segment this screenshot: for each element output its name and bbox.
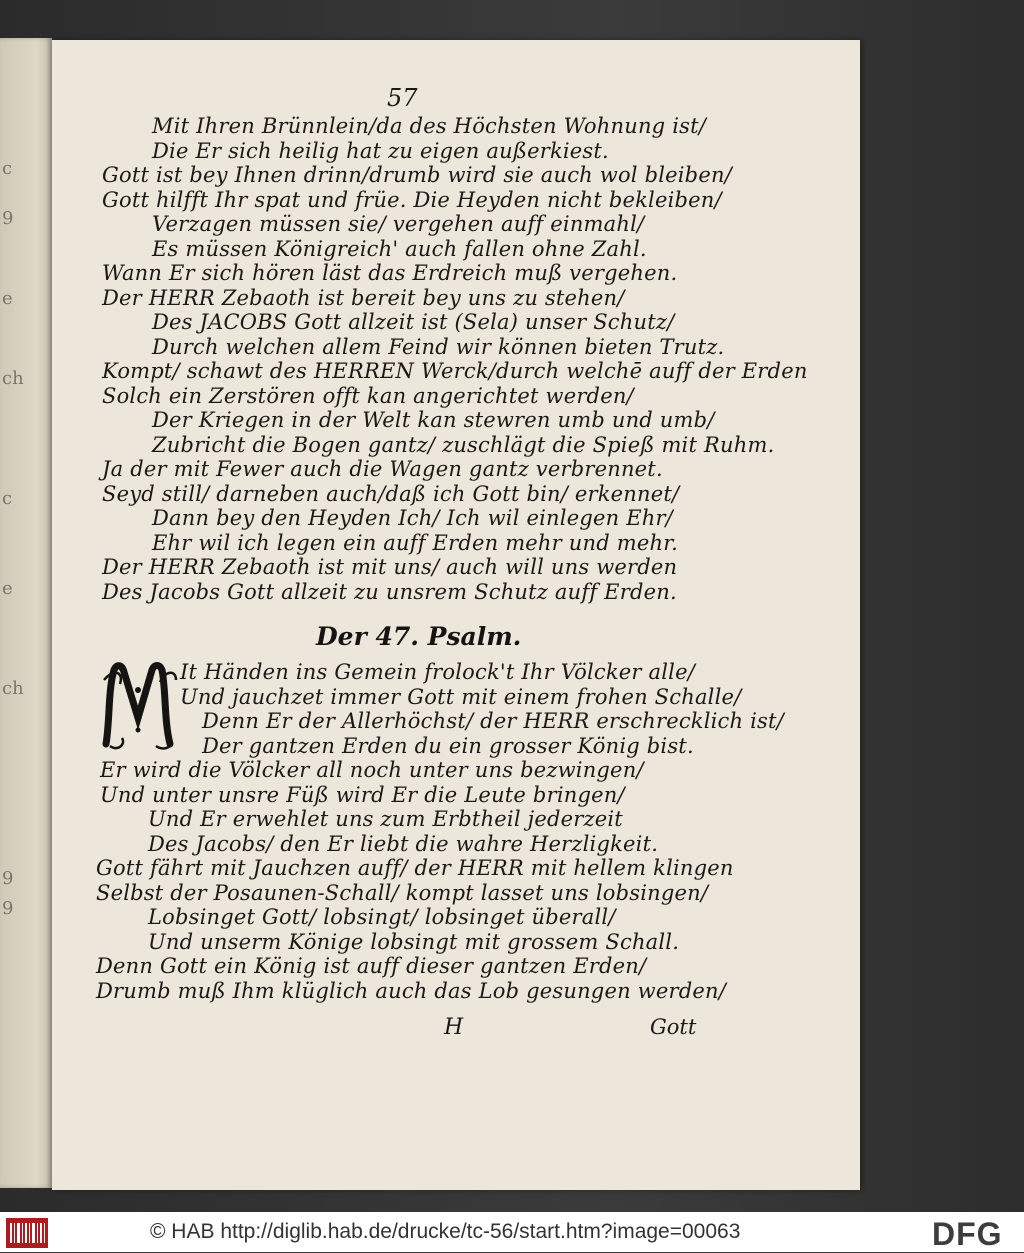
footer-bar bbox=[0, 1212, 1024, 1252]
verse-line: Wann Er sich hören läst das Erdreich muß vergehen. bbox=[102, 261, 678, 285]
verse-line: Der HERR Zebaoth ist mit uns/ auch will uns werden bbox=[102, 555, 678, 579]
previous-page-edge: c 9 e ch c e ch 9 9 bbox=[0, 38, 52, 1188]
psalm-heading: Der 47. Psalm. bbox=[316, 622, 522, 651]
page-number: 57 bbox=[387, 84, 418, 112]
verse-line: Gott ist bey Ihnen drinn/drumb wird sie auch wol bleiben/ bbox=[102, 163, 732, 187]
signature-mark: H bbox=[444, 1015, 464, 1040]
source-link[interactable]: © HAB http://diglib.hab.de/drucke/tc-56/start.htm?image=00063 bbox=[150, 1220, 741, 1243]
barcode-icon bbox=[6, 1218, 48, 1248]
verse-line: Es müssen Königreich' auch fallen ohne Zahl. bbox=[152, 237, 647, 261]
verse-line: Ehr wil ich legen ein auff Erden mehr und mehr. bbox=[152, 531, 679, 555]
verse-line: Durch welchen allem Feind wir können bieten Trutz. bbox=[152, 335, 725, 359]
psalm-line: Lobsinget Gott/ lobsingt/ lobsinget überall/ bbox=[148, 905, 616, 929]
decorated-initial bbox=[100, 660, 180, 752]
book-page bbox=[52, 40, 860, 1190]
verse-line: Solch ein Zerstören offt kan angerichtet werden/ bbox=[102, 384, 634, 408]
verse-line: Kompt/ schawt des HERREN Werck/durch welchē auff der Erden bbox=[102, 359, 808, 383]
verse-line: Des Jacobs Gott allzeit zu unsrem Schutz auff Erden. bbox=[102, 580, 677, 604]
psalm-line: Der gantzen Erden du ein grosser König bist. bbox=[202, 734, 694, 758]
psalm-line: Denn Gott ein König ist auff dieser gantzen Erden/ bbox=[96, 954, 647, 978]
verse-line: Mit Ihren Brünnlein/da des Höchsten Wohnung ist/ bbox=[152, 114, 707, 138]
verse-line: Der Kriegen in der Welt kan stewren umb und umb/ bbox=[152, 408, 715, 432]
verse-line: Der HERR Zebaoth ist bereit bey uns zu stehen/ bbox=[102, 286, 625, 310]
psalm-line: Und unserm Könige lobsingt mit grossem Schall. bbox=[148, 930, 680, 954]
verse-line: Des JACOBS Gott allzeit ist (Sela) unser Schutz/ bbox=[152, 310, 675, 334]
psalm-line: Des Jacobs/ den Er liebt die wahre Herzligkeit. bbox=[148, 832, 659, 856]
verse-line: Verzagen müssen sie/ vergehen auff einmahl/ bbox=[152, 212, 645, 236]
psalm-line: Er wird die Völcker all noch unter uns bezwingen/ bbox=[100, 758, 644, 782]
verse-line: Zubricht die Bogen gantz/ zuschlägt die Spieß mit Ruhm. bbox=[152, 433, 775, 457]
psalm-line: Und jauchzet immer Gott mit einem frohen Schalle/ bbox=[180, 685, 742, 709]
dfg-logo: DFG bbox=[932, 1216, 1003, 1252]
verse-line: Ja der mit Fewer auch die Wagen gantz verbrennet. bbox=[102, 457, 663, 481]
ornamental-initial-icon bbox=[100, 660, 180, 752]
psalm-line: Selbst der Posaunen-Schall/ kompt lasset uns lobsingen/ bbox=[96, 881, 709, 905]
verse-line: Gott hilfft Ihr spat und früe. Die Heyden nicht bekleiben/ bbox=[102, 188, 722, 212]
psalm-line: Und Er erwehlet uns zum Erbtheil jederzeit bbox=[148, 807, 623, 831]
catchword: Gott bbox=[650, 1015, 697, 1039]
verse-line: Dann bey den Heyden Ich/ Ich wil einlegen Ehr/ bbox=[152, 506, 673, 530]
psalm-line: Und unter unsre Füß wird Er die Leute bringen/ bbox=[100, 783, 625, 807]
verse-line: Die Er sich heilig hat zu eigen außerkiest. bbox=[152, 139, 609, 163]
psalm-line: Gott fährt mit Jauchzen auff/ der HERR mit hellem klingen bbox=[96, 856, 734, 880]
psalm-line: Drumb muß Ihm klüglich auch das Lob gesungen werden/ bbox=[96, 979, 726, 1003]
psalm-line: Denn Er der Allerhöchst/ der HERR erschrecklich ist/ bbox=[202, 709, 784, 733]
verse-line: Seyd still/ darneben auch/daß ich Gott bin/ erkennet/ bbox=[102, 482, 680, 506]
psalm-line: It Händen ins Gemein frolock't Ihr Völcker alle/ bbox=[180, 660, 695, 684]
